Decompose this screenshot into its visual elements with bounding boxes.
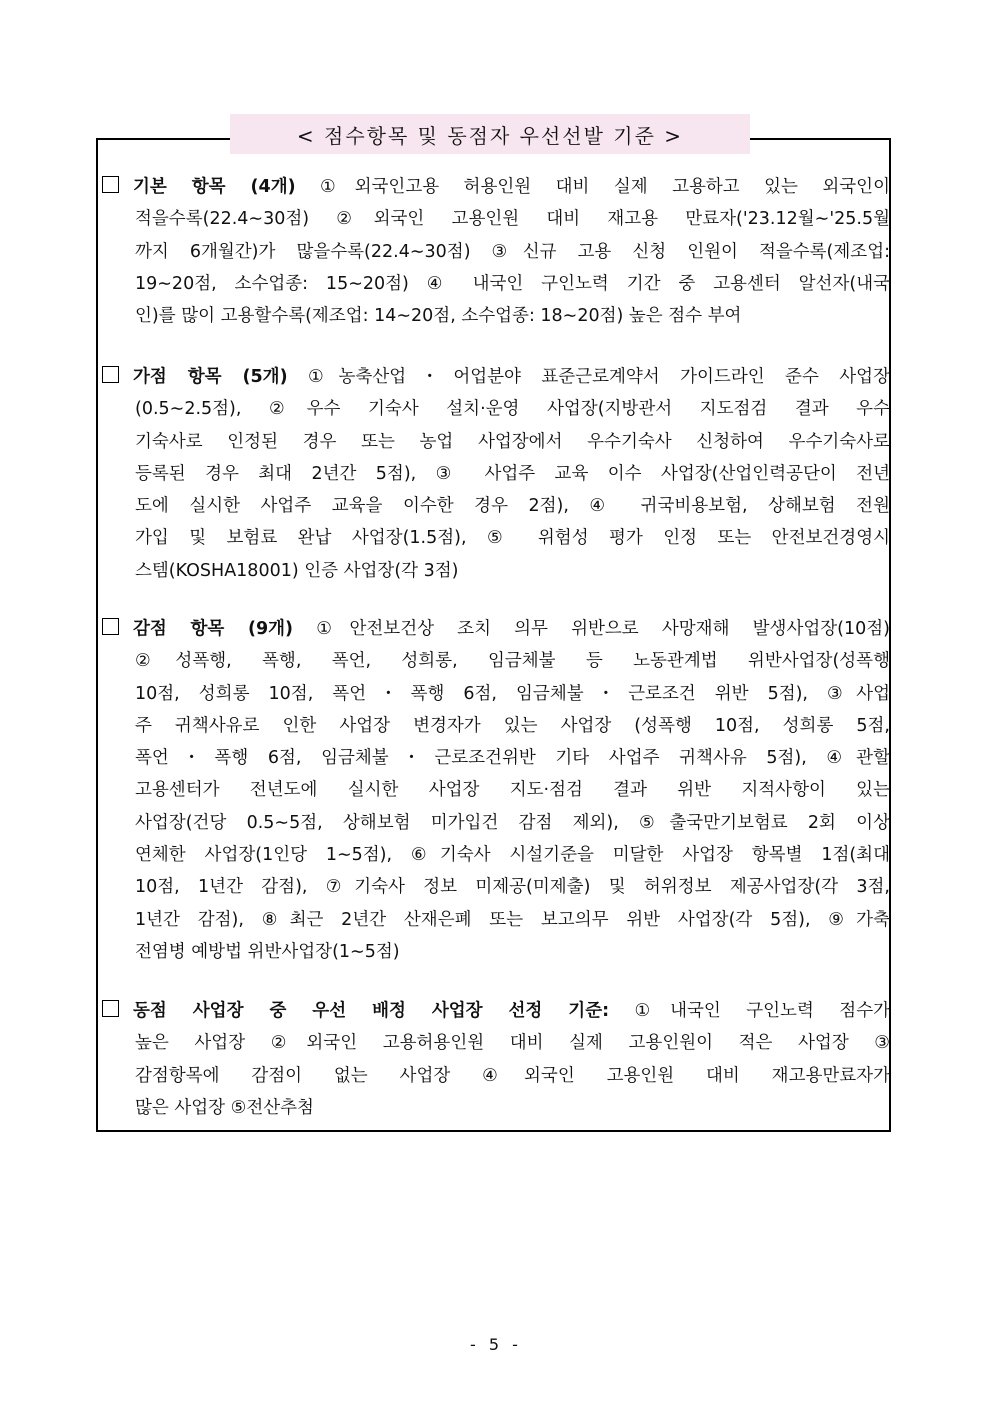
section-text: 인)를 많이 고용할수록(제조업: 14∼20점, 소수업종: 18∼20점) 높은 점수 부여 — [135, 306, 742, 327]
section-text: 폭언・폭행 6점, 임금체불・근로조건위반 기타 사업주 귀책사유 5점), ④관할 — [135, 748, 890, 769]
section-text: 높은 사업장 ②외국인 고용허용인원 대비 실제 고용인원이 적은 사업장 ③ — [135, 1033, 890, 1054]
section-text: 1년간 감점), ⑧최근 2년간 산재은폐 또는 보고의무 위반 사업장(각 5점), ⑨가축 — [135, 909, 890, 930]
section-basic-items — [102, 171, 890, 332]
section-text: 전염병 예방법 위반사업장(1∼5점) — [135, 941, 400, 962]
section-text: ①농축산업・어업분야 표준근로계약서 가이드라인 준수 사업장 — [287, 367, 890, 387]
section-text: ①안전보건상 조치 의무 위반으로 사망재해 발생사업장(10점) — [293, 619, 890, 639]
checkbox-icon — [102, 618, 119, 635]
section-deduction-items — [102, 613, 890, 968]
section-text: 등록된 경우 최대 2년간 5점), ③ 사업주 교육 이수 사업장(산업인력공단이 전년 — [135, 463, 890, 484]
section-text: 10점, 1년간 감점), ⑦기숙사 정보 미제공(미제출) 및 허위정보 제공사업장(각 3점, — [135, 877, 890, 898]
section-heading: 감점 항목 (9개) — [133, 619, 294, 639]
section-text: 주 귀책사유로 인한 사업장 변경자가 있는 사업장 (성폭행 10점, 성희롱 5점, — [135, 715, 890, 736]
section-text: (0.5∼2.5점), ②우수 기숙사 설치·운영 사업장(지방관서 지도점검 결과 우수 — [135, 399, 890, 420]
section-heading: 기본 항목 (4개) — [133, 177, 296, 197]
section-text: 감점항목에 감점이 없는 사업장 ④외국인 고용인원 대비 재고용만료자가 — [135, 1065, 890, 1086]
section-text: ①내국인 구인노력 점수가 — [609, 1001, 891, 1021]
section-text: 기숙사로 인정된 경우 또는 농업 사업장에서 우수기숙사 신청하여 우수기숙사로 — [135, 431, 890, 452]
section-first-line — [102, 171, 890, 203]
section-tiebreak-criteria — [102, 995, 890, 1124]
checkbox-icon — [102, 366, 119, 383]
section-text: 적을수록(22.4∼30점) ②외국인 고용인원 대비 재고용 만료자('23.12월∼'25.5월 — [135, 209, 890, 230]
section-text: 고용센터가 전년도에 실시한 사업장 지도·점검 결과 위반 지적사항이 있는 — [135, 780, 890, 801]
section-heading: 동점 사업장 중 우선 배정 사업장 선정 기준: — [133, 1001, 610, 1021]
page-number: - 5 - — [470, 1335, 522, 1354]
page-title: < 점수항목 및 동점자 우선선발 기준 > — [230, 114, 750, 154]
section-text: 스템(KOSHA18001) 인증 사업장(각 3점) — [135, 560, 459, 581]
section-text: 10점, 성희롱 10점, 폭언・폭행 6점, 임금체불・근로조건 위반 5점), ③사업 — [135, 683, 890, 704]
section-text: 가입 및 보험료 완납 사업장(1.5점), ⑤ 위험성 평가 인정 또는 안전보건경영시 — [135, 528, 890, 549]
section-first-line — [102, 613, 890, 645]
checkbox-icon — [102, 1000, 119, 1017]
section-text: 19∼20점, 소수업종: 15∼20점) ④ 내국인 구인노력 기간 중 고용센터 알선자(내국 — [135, 273, 890, 294]
section-text: 도에 실시한 사업주 교육을 이수한 경우 2점), ④ 귀국비용보험, 상해보험 전원 — [135, 496, 890, 517]
section-bonus-items — [102, 361, 890, 587]
section-text: 많은 사업장 ⑤전산추첨 — [135, 1097, 314, 1118]
section-first-line — [102, 361, 890, 393]
section-text: ②성폭행, 폭행, 폭언, 성희롱, 임금체불 등 노동관계법 위반사업장(성폭행 — [135, 651, 890, 672]
section-text: 연체한 사업장(1인당 1∼5점), ⑥기숙사 시설기준을 미달한 사업장 항목별 1점(최대 — [135, 845, 890, 866]
section-text: ①외국인고용 허용인원 대비 실제 고용하고 있는 외국인이 — [295, 177, 890, 197]
section-heading: 가점 항목 (5개) — [133, 367, 288, 387]
section-text: 사업장(건당 0.5∼5점, 상해보험 미가입건 감점 제외), ⑤출국만기보험료 2회 이상 — [135, 812, 890, 833]
section-text: 까지 6개월간)가 많을수록(22.4∼30점) ③신규 고용 신청 인원이 적을수록(제조업: — [135, 241, 890, 262]
checkbox-icon — [102, 176, 119, 193]
section-first-line — [102, 995, 890, 1027]
